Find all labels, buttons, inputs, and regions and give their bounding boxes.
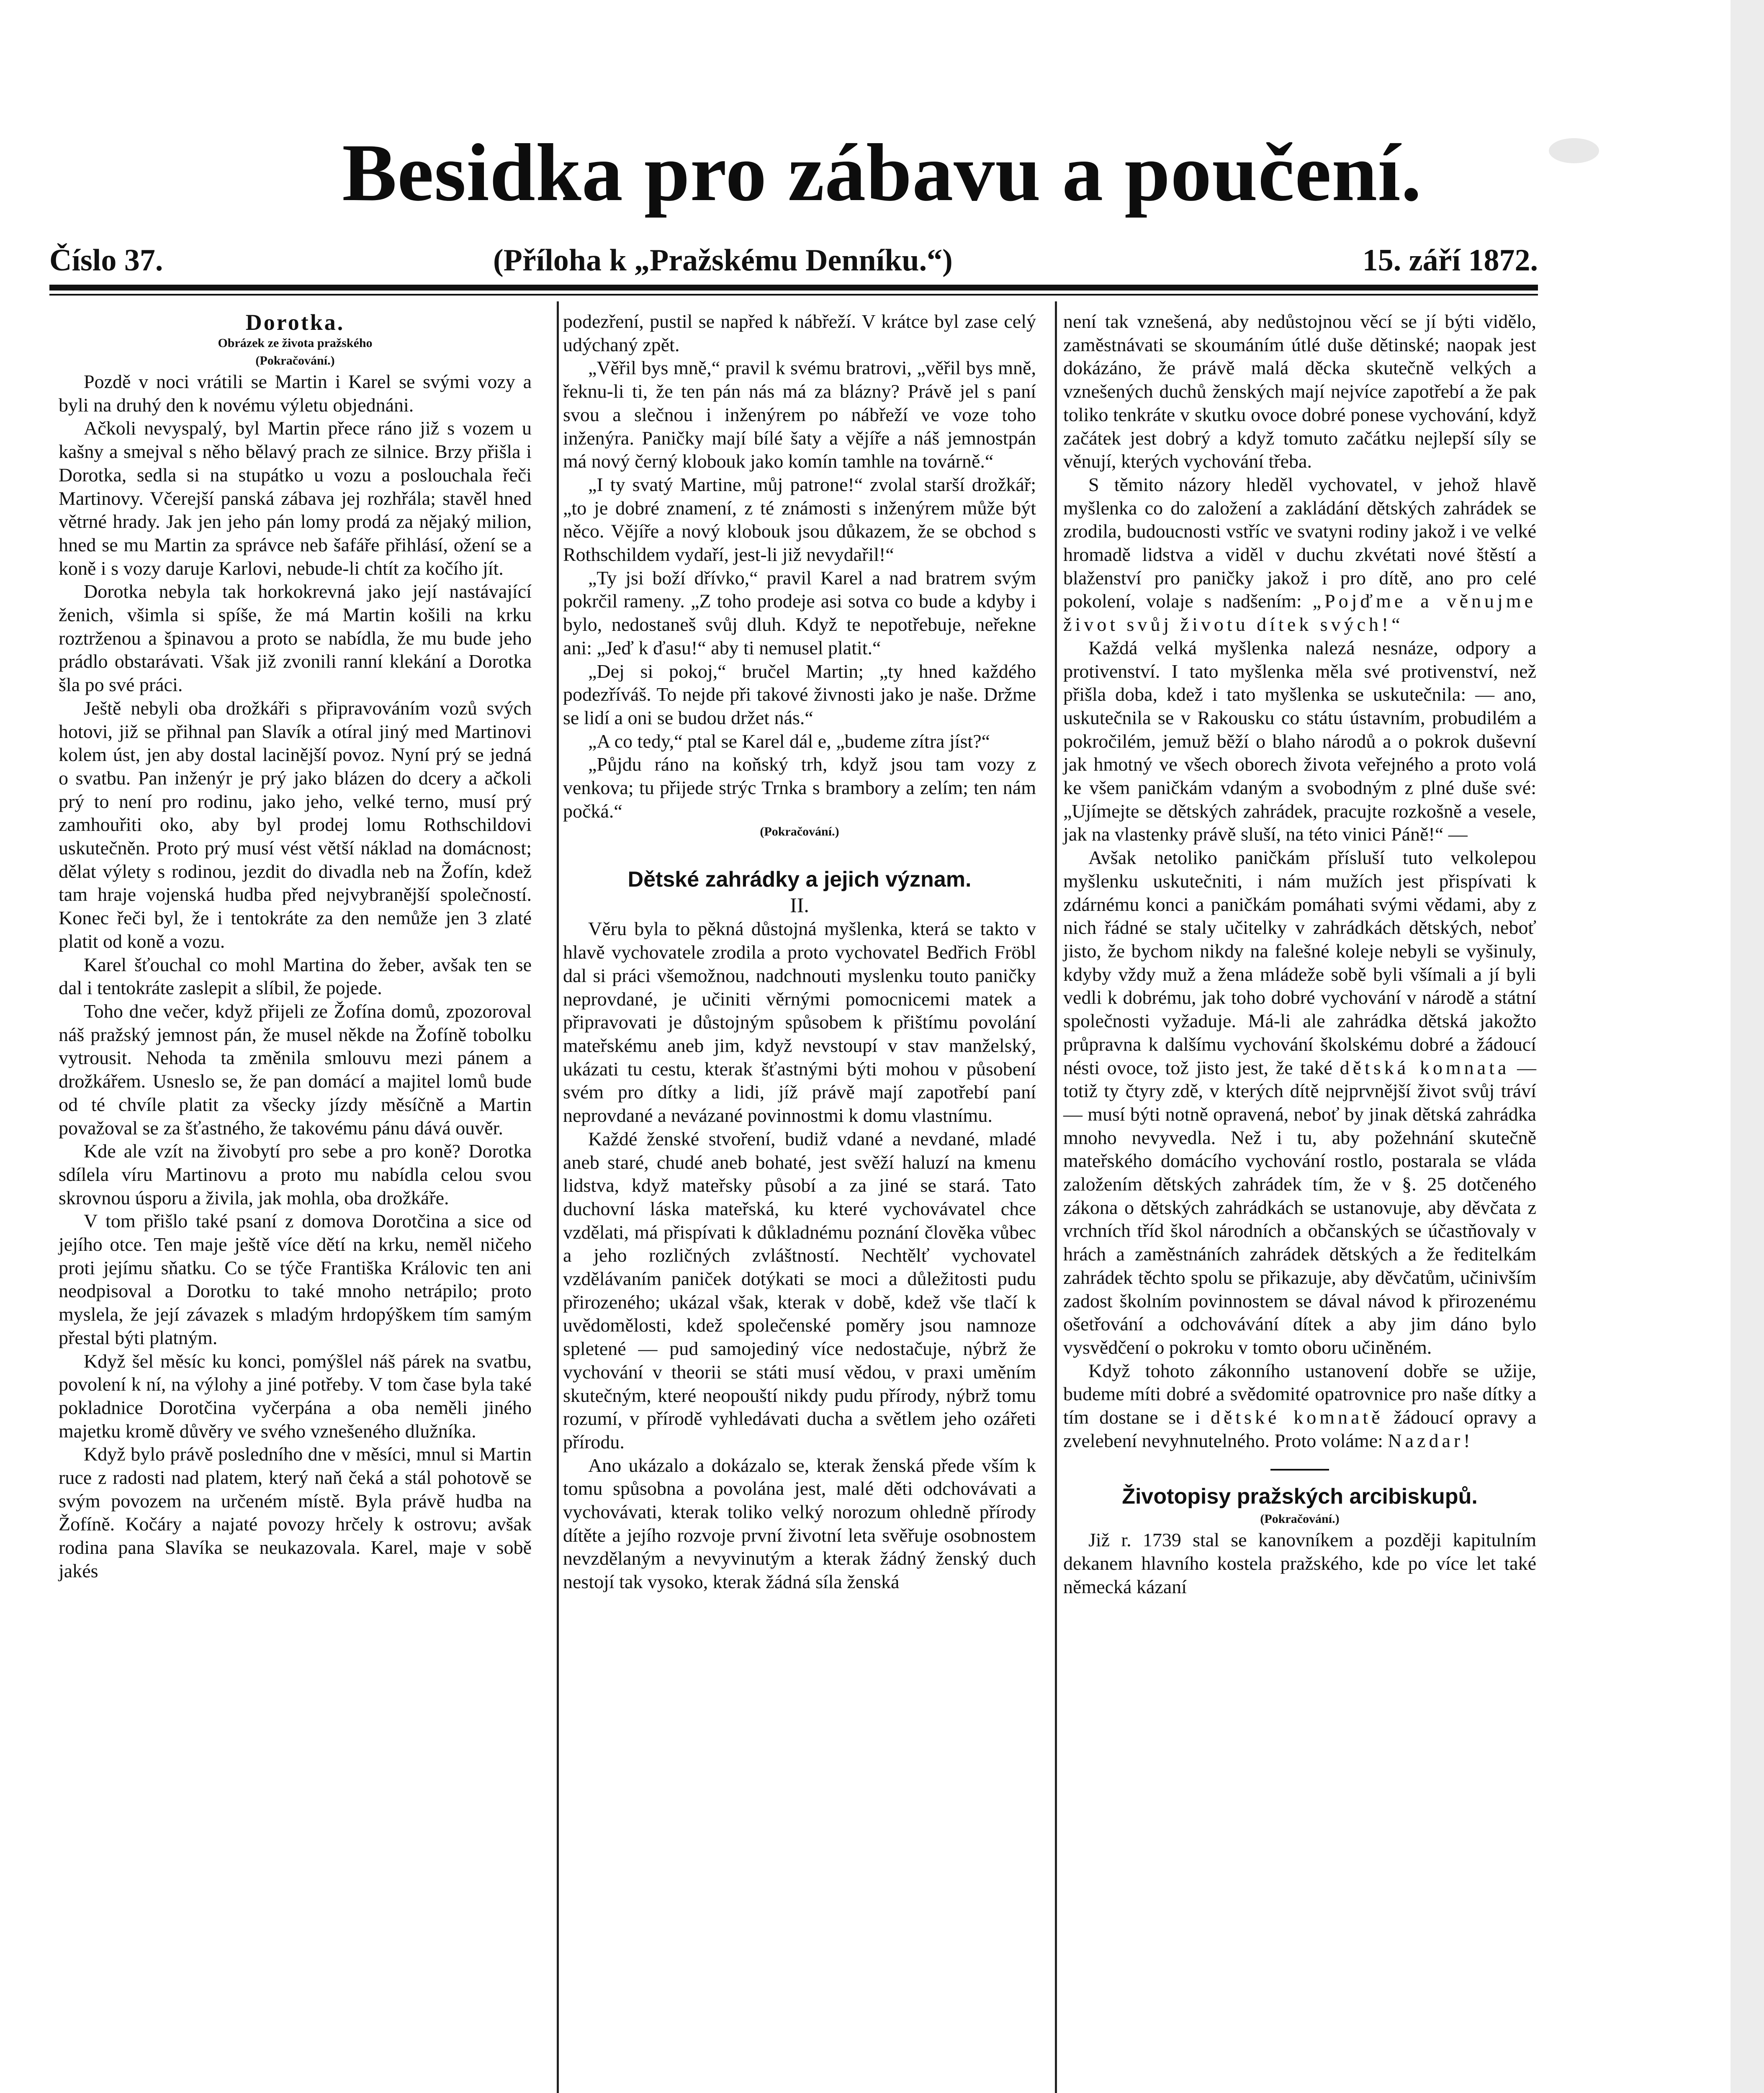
article-subtitle: Obrázek ze života pražského — [218, 336, 373, 350]
paragraph-text: — totiž ty čtyry zdě, v kterých dítě nejprvnější život svůj tráví — musí býti notně opravená, neboť by jinak dětská zahrádka mnoho nevyvedla. Než i tu, aby požehnání skutečně mateřského domácího vychování rostlo, postarala se vláda založením dětských zahrádek tím, že v §. 25 dotčeného zákona o dětských zahrádkách se ustanovuje, aby děvčata z vrchních tříd škol národních a občanských se účastňovaly v hrách a zaměstnáních zahrádek dětských a že ředitelkám zahrádek těchto spolu se přikazuje, aby děvčatům, učinivším zadost školním povinnostem se dával návod k přirozenému ošetřování a odchovávání dítek a aby jim dáno bylo vysvědčení o pokroku v tomto oboru učiněném. — [1063, 1057, 1537, 1358]
emphasis: dětská komnata — [1340, 1057, 1510, 1078]
paragraph — [1063, 1359, 1536, 1453]
paragraph: Když bylo právě posledního dne v měsíci, mnul si Martin ruce z radosti nad platem, který naň čeká a stál pohotově se svým povozem na určeném místě. Byla právě hudba na Žofíně. Kočáry a najaté povozy hrčely k ostrovu; avšak rodina pana Slavíka se neukazovala. Karel, maje v sobě jakés — [59, 1443, 532, 1581]
column-divider-2 — [1055, 301, 1057, 2093]
paragraph: Již r. 1739 stal se kanovníkem a později kapitulním dekanem hlavního kostela pražského, kde po více let také německá kázaní — [1063, 1529, 1536, 1597]
paragraph: V tom přišlo také psaní z domova Dorotčina a sice od jejího otce. Ten maje ještě více dětí na krku, neměl ničeho proti jejímu sňatku. Co se týče Františka Královiс ten ani neodpisoval a Dorotku to také mnoho netrápilo; proto myslela, že její závazek s mladým hrdopýškem tím samým přestal býti platným. — [59, 1210, 532, 1348]
continued-note: (Pokračování.) — [255, 354, 335, 368]
paragraph: Každá velká myšlenka nalezá nesnáze, odpory a protivenství. I tato myšlenka měla své protivenství, než přišla doba, kdež i tato myšlenka se uskutečnila: — ano, uskutečnila se v Rakousku co státu ústavním, probudilém a pokročilém, jemuž běží o blaho národů a o pokrok duševní jak hmotný ve všech oborech života veřejného a proto volá ke všem paničkám vdaným a svobodným z plné duše své: „Ujímejte se dětských zahrádek, pracujte rozkošně a vesele, jak na vlastenky právě sluší, na této vinici Páně!“ — — [1063, 637, 1536, 845]
section-title-ditske-zahradky: Dětské zahrádky a jejich význam. — [627, 867, 972, 892]
paragraph: Pozdě v noci vrátili se Martin i Karel se svými vozy a byli na druhý den k novému výletu objednáni. — [59, 371, 532, 416]
paragraph-text: žádoucí opravy a zvelebení nevyhnutelného. Proto voláme: — [1063, 1406, 1537, 1451]
page-edge-shadow — [1731, 0, 1764, 2093]
paragraph: Ještě nebyli oba drožkáři s připravováním vozů svých hotovi, již se přihnal pan Slavík a otíral jiný med Martinovi kolem úst, jen aby dostal lacinější povoz. Nyní prý se jedná o svatbu. Pan inženýr je prý jako blázen do dcery a ačkoli prý to není pro rodinu, jako jeho, velké terno, musí prý zamhouřiti oko, aby byl prodej lomu Rothschildovi uskutečněn. Proto prý musí vést větší náklad na domácnost; dělat výlety s rodinou, jezdit do divadla neb na Žofín, kdež tam hraje vojenská hudba před nejvybranější společností. Konec řeči byl, že i tentokráte za den nemůže jen 3 zlaté platit od koně a vozu. — [59, 697, 532, 952]
paragraph-text: S těmito názory hleděl vychovatel, v jehož hlavě myšlenka co do založení a zakládání dětských zahrádek se zrodila, budoucnosti vstříc ve svatyni rodiny jakož i ve velké hromadě lidstva a viděl v duchu zkvétati nové štěstí a blaženství pro paničky jakož i pro dítě, ano pro celé pokolení, volaje s nadšením: — [1063, 473, 1536, 612]
paragraph: Věru byla to pěkná důstojná myšlenka, která se takto v hlavě vychovatele zrodila a proto vychovatel Bedřich Fröbl dal si práci všemožnou, nadchnouti myslenku touto paničky neprovdané, je učiniti věrnými pomocnicemi matek a připravovati je důstojným spůsobem k přištímu povolání mateřskému aneb jim, když nevstoupí v stav manželský, ukázati tu cestu, kterak šťastnými býti mohou v působení svém pro dítky a lidi, jíž právě mají zapotřebí paní neprovdané a nevázané povinnostmi k domu vlastnímu. — [563, 918, 1036, 1126]
paragraph: podezření, pustil se napřed k nábřeží. V krátce byl zase celý udýchaný zpět. — [563, 311, 1036, 355]
issue-supplement: (Příloha k „Pražskému Denníku.“) — [493, 243, 953, 278]
paragraph — [1063, 473, 1536, 636]
paragraph: Ačkoli nevyspalý, byl Martin přece ráno již s vozem u kašny a smejval s něho bělavý prach ze silnice. Brzy přišla i Dorotka, sedla si na stupátko u vozu a poslouchala řeči Martinovy. Včerejší panská zábava jej rozhřála; stavěl hned větrné hrady. Jak jen jeho pán lomy prodá za nějaký milion, hned se mu Martin za správce neb šafáře přihlásí, ožení se a koně i s vozy daruje Karlovi, nebude-li chtít za kočího jít. — [59, 417, 532, 579]
header-rule-thin — [49, 294, 1538, 296]
article-title-dorotka: Dorotka. — [245, 310, 345, 335]
paragraph: Ano ukázalo a dokázalo se, kterak ženská předе vším k tomu spůsobna a povolána jest, malé děti odchovávati a vychovávati, kterak toliko velký norozum ohledně přírody dítěte a jejího rozvoje první životní leta svěřuje osobnostem nevzdělaným a nevyvinutým a kterak žádný ženský duch nestojí tak vysoko, kterak žádná síla ženská — [563, 1454, 1036, 1593]
paragraph: „I ty svatý Martine, můj patrone!“ zvolal starší drožkář; „to je dobré znamení, z té známosti s inženýrem může být něco. Vějíře a nový klobouk jsou důkazem, že se obchod s Rothschildem vydaří, jest-li již nevydařil!“ — [563, 473, 1036, 566]
column-3 — [1063, 310, 1536, 1599]
paragraph: není tak vznešená, aby nedůstojnou věcí se jí býti vidělo, zaměstnávati se skoumáním útlé duše dětinské; naopak jest dokázáno, že právě malá děcka skutečně velkých a vznešených duchů ženských mají nejvíce zapotřebí a že pak toliko tenkráte v skutku ovoce dobré ponese vychování, když začátek jest dobrý a když tomuto začátku nejlepší síly se věnují, kterých vychování třeba. — [1063, 311, 1536, 472]
paragraph: Kde ale vzít na živobytí pro sebe a pro koně? Dorotka sdílela víru Martinovu a proto mu nabídla celou svou skrovnou úsporu a živila, jak mohla, oba drožkáře. — [59, 1140, 532, 1208]
continued-note: (Pokračování.) — [1260, 1512, 1340, 1526]
paragraph-text: Avšak netoliko paničkám přísluší tuto velkolepou myšlenku uskutečniti, i nám mužích jest přispívati k zdárnému konci a paničkám pomáhati svými vědami, aby z nich řádné se staly učitelky v zahrádkách dětských, neboť jisto, že bychom nikdy na falešné koleje nebyli se vyšinuly, kdyby vždy muž a žena mládeže sobě byli všímali a jí byli vedli k dobrému, jak toho dobré vychování v národě a státní společnosti vyžaduje. Má-li ale zahrádka dětská jakožto průpravna k dalšímu vychování školskému dobré a žádoucí nésti ovoce, tož jisto jest, že také — [1063, 847, 1536, 1078]
section-divider — [1270, 1469, 1329, 1471]
paragraph: Toho dne večer, když přijeli ze Žofína domů, zpozoroval náš pražský jemnost pán, že musel někde na Žofíně tobolku vytrousit. Nehoda ta změnila smlouvu mezi pánem a drožkářem. Usneslo se, že pan domácí a majitel lomů bude od té chvíle platit za všecky jízdy měsíčně a Martin považoval se za šťastného, že takovému pánu dává ouvěr. — [59, 1000, 532, 1139]
paragraph-text: Když tohoto zákonního ustanovení dobře se užije, budeme míti dobré a svědomité opatrovnice pro naše dítky a tím dostane se i — [1063, 1360, 1536, 1428]
cheer: Nazdar! — [1388, 1430, 1473, 1451]
paragraph: „Ty jsi boží dřívko,“ pravil Karel a nad bratrem svým pokrčil rameny. „Z toho prodeje asi sotva co bude a kdyby i bylo, nedostaneš svůj dluh. Když te nepotřebuje, neřekne ani: „Jeď k ďasu!“ aby ti nemusel platit.“ — [563, 567, 1036, 658]
motto: „Pojďme a věnujme život svůj životu dítek svých!“ — [1063, 590, 1536, 635]
paragraph: „Dej si pokoj,“ bručel Martin; „ty hned každého podezříváš. To nejde při takové živnosti jako je naše. Držme se lidí a oni se budou držet nás.“ — [563, 660, 1036, 728]
issue-date: 15. září 1872. — [1362, 243, 1538, 278]
issue-number: Číslo 37. — [49, 243, 163, 278]
header-rule-thick — [49, 285, 1538, 291]
paragraph: „Věřil bys mně,“ pravil k svému bratrovi, „věřil bys mně, řeknu-li ti, že ten pán nás má za blázny? Právě jel s paní svou a slečnou i inženýrem po nábřeží ve voze toho inženýra. Paničky mají bílé šaty a vějíře a náš jemnostpán má nový černý klobouk jako komín tamhle na továrně.“ — [563, 357, 1036, 472]
section-number: II. — [790, 893, 809, 917]
section-title-zivotopisy: Životopisy pražských arcibiskupů. — [1122, 1484, 1478, 1509]
masthead-title: Besidka pro zábavu a poučení. — [342, 127, 1422, 218]
paragraph: „Půjdu ráno na koňský trh, když jsou tam vozy z venkova; tu přijede strýc Trnka s brambory a zelím; ten nám počká.“ — [563, 753, 1036, 822]
paragraph: Karel šťouchal co mohl Martina do žeber, avšak ten se dal i tentokráte zaslepit a slíbil, že pojede. — [59, 954, 532, 999]
column-2 — [563, 310, 1036, 1594]
issue-line — [49, 243, 1538, 280]
emphasis: dětské komnatě — [1210, 1406, 1383, 1428]
paragraph: Když šel měsíc ku konci, pomýšlel náš párek na svatbu, povolení k ní, na výlohy a jiné potřeby. V tom čase byla také pokladnice Dorotčina vyčerpána a oba neměli jiného majetku kromě důvěry ve svého vznešeného dlužníka. — [59, 1350, 532, 1442]
paragraph: Dorotka nebyla tak horkokrevná jako její nastávající ženich, všimla si spíše, že má Martin košili na krku roztrženou a špinavou a proto se nabídla, že mu bude jeho prádlo obstarávati. Však již zvonili ranní klekání a Dorotka šla po své práci. — [59, 581, 532, 696]
paragraph: Každé ženské stvoření, budiž vdané a nevdané, mladé aneb staré, chudé aneb bohaté, jest svěží haluzí na kmenu lidstva, když mateřsky působí a za jiné se stará. Tato duchovní láska mateřská, ku které vychovávatel chce vzdělati, má přispívati k důkladnému poznání člověka vůbec a jeho rozličných zvláštností. Nechtělť vychovatel vzdělávaním paniček dotýkati se moci a důležitosti pudu přirozeného; ukázal však, kterak v době, kdež vše tlačí k uvědomělosti, kdež společenské poměry jsou namnoze spletené — pud samojediný více nedostačuje, nýbrž že vychování v theorii se státi musí vědou, v praxi uměním skutečným, které neopouští nikdy pudu přírody, nýbrž tomu rozumí, v přírodě vyhledávati ducha a světlem jeho ozářeti přírodu. — [563, 1128, 1036, 1453]
column-divider-1 — [557, 301, 559, 2093]
paragraph — [1063, 846, 1536, 1359]
column-1 — [59, 310, 532, 1583]
continued-note: (Pokračování.) — [760, 825, 839, 839]
paragraph: „A co tedy,“ ptal se Karel dál e, „budeme zítra jíst?“ — [588, 730, 990, 752]
